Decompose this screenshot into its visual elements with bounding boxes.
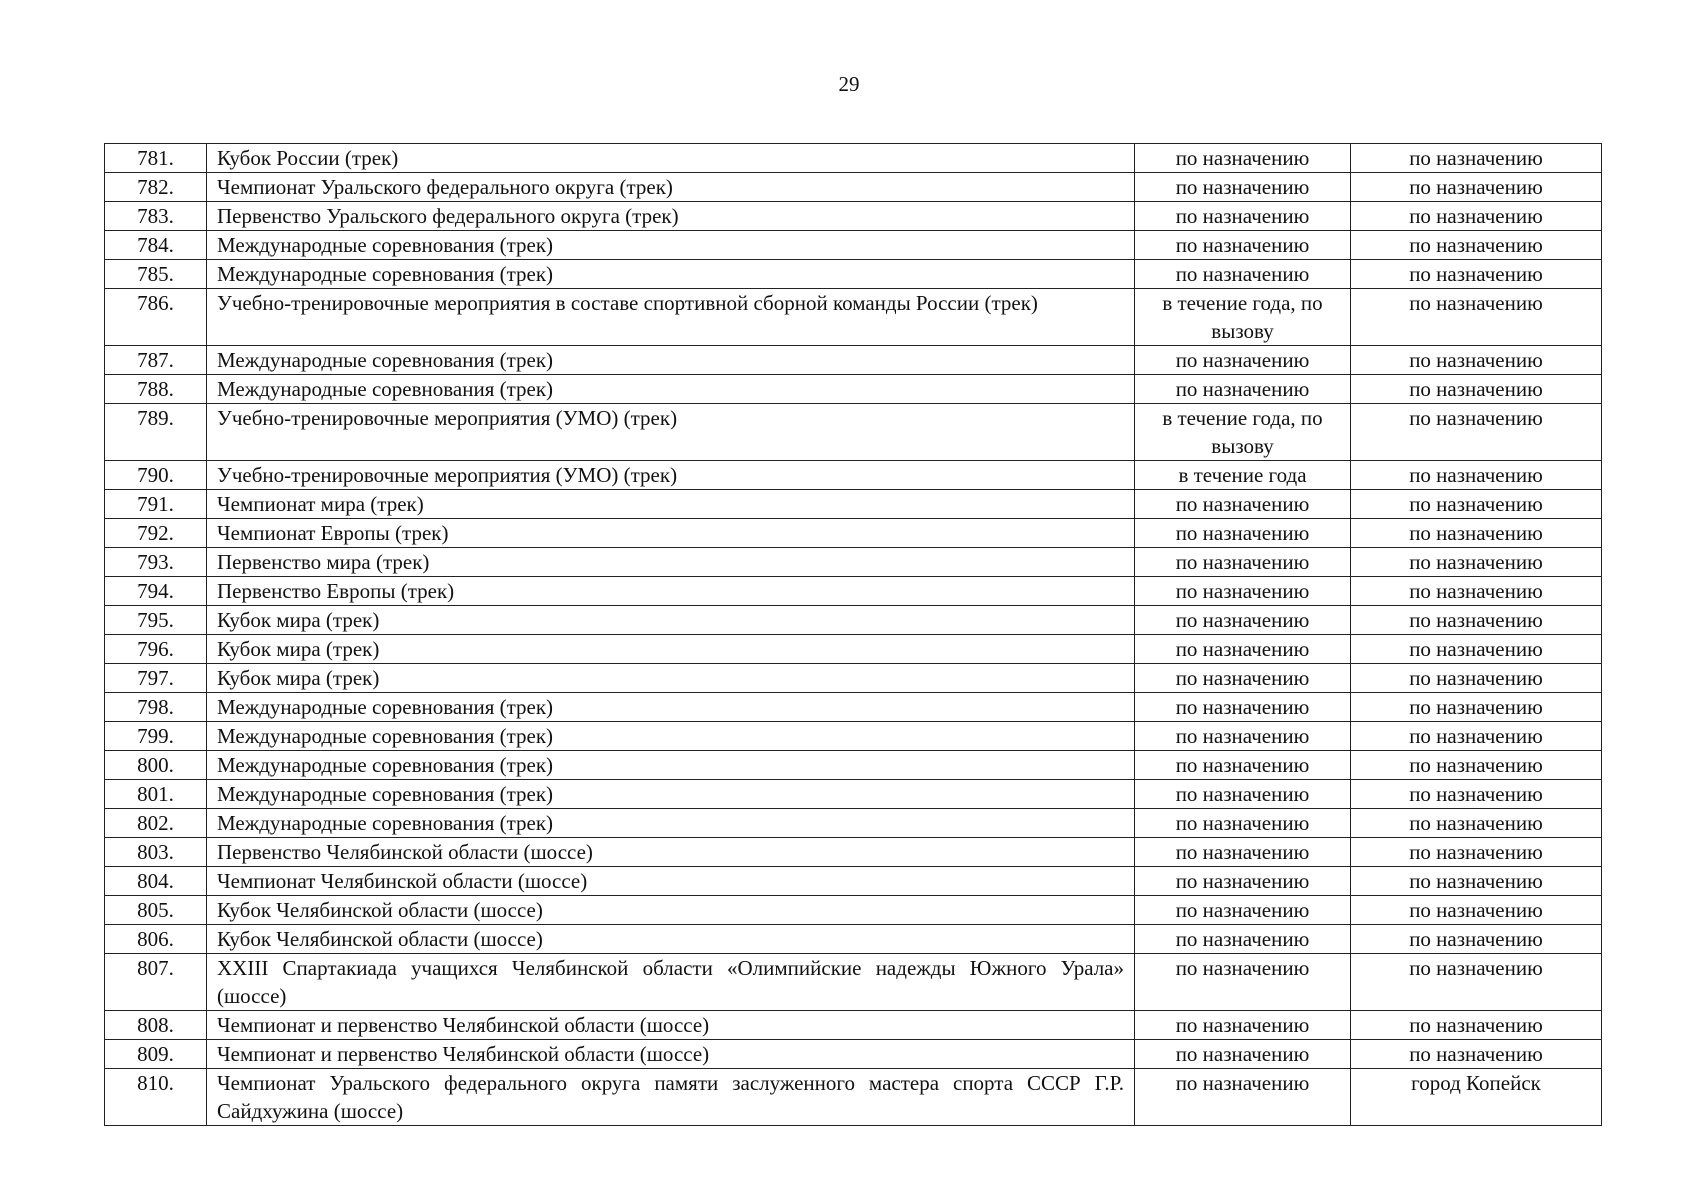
row-number-cell: 782. bbox=[105, 173, 207, 202]
events-table bbox=[104, 143, 1602, 1126]
event-name-cell: Международные соревнования (трек) bbox=[207, 260, 1135, 289]
row-number-cell: 794. bbox=[105, 577, 207, 606]
table-row bbox=[105, 375, 1602, 404]
event-date-cell: по назначению bbox=[1135, 490, 1351, 519]
event-date-cell: по назначению bbox=[1135, 693, 1351, 722]
row-number-cell: 788. bbox=[105, 375, 207, 404]
event-place-cell: по назначению bbox=[1351, 202, 1602, 231]
event-name-cell: Чемпионат и первенство Челябинской области (шоссе) bbox=[207, 1040, 1135, 1069]
event-place-cell: по назначению bbox=[1351, 780, 1602, 809]
event-name-cell: Первенство Европы (трек) bbox=[207, 577, 1135, 606]
event-date-cell: по назначению bbox=[1135, 1011, 1351, 1040]
event-date-cell: по назначению bbox=[1135, 838, 1351, 867]
row-number-cell: 791. bbox=[105, 490, 207, 519]
event-name-cell: Международные соревнования (трек) bbox=[207, 231, 1135, 260]
event-name-cell: Чемпионат Уральского федерального округа (трек) bbox=[207, 173, 1135, 202]
event-place-cell: по назначению bbox=[1351, 606, 1602, 635]
row-number-cell: 801. bbox=[105, 780, 207, 809]
event-place-cell: по назначению bbox=[1351, 693, 1602, 722]
event-name-cell: Кубок Челябинской области (шоссе) bbox=[207, 896, 1135, 925]
table-row bbox=[105, 780, 1602, 809]
event-name-cell: XXIII Спартакиада учащихся Челябинской области «Олимпийские надежды Южного Урала» (шоссе) bbox=[207, 954, 1135, 1011]
event-name-cell: Чемпионат и первенство Челябинской области (шоссе) bbox=[207, 1011, 1135, 1040]
table-row bbox=[105, 577, 1602, 606]
row-number-cell: 806. bbox=[105, 925, 207, 954]
table-row bbox=[105, 896, 1602, 925]
event-place-cell: по назначению bbox=[1351, 289, 1602, 346]
row-number-cell: 787. bbox=[105, 346, 207, 375]
table-row bbox=[105, 289, 1602, 346]
table-row bbox=[105, 548, 1602, 577]
table-row bbox=[105, 809, 1602, 838]
event-place-cell: по назначению bbox=[1351, 751, 1602, 780]
row-number-cell: 786. bbox=[105, 289, 207, 346]
event-name-cell: Кубок мира (трек) bbox=[207, 664, 1135, 693]
event-place-cell: по назначению bbox=[1351, 954, 1602, 1011]
row-number-cell: 799. bbox=[105, 722, 207, 751]
event-name-cell: Международные соревнования (трек) bbox=[207, 375, 1135, 404]
event-date-cell: по назначению bbox=[1135, 867, 1351, 896]
event-date-cell: в течение года, по вызову bbox=[1135, 289, 1351, 346]
event-date-cell: по назначению bbox=[1135, 1040, 1351, 1069]
table-row bbox=[105, 519, 1602, 548]
event-date-cell: по назначению bbox=[1135, 809, 1351, 838]
event-date-cell: по назначению bbox=[1135, 635, 1351, 664]
table-row bbox=[105, 722, 1602, 751]
event-date-cell: по назначению bbox=[1135, 375, 1351, 404]
table-row bbox=[105, 635, 1602, 664]
row-number-cell: 795. bbox=[105, 606, 207, 635]
row-number-cell: 781. bbox=[105, 144, 207, 173]
event-date-cell: по назначению bbox=[1135, 173, 1351, 202]
event-name-cell: Учебно-тренировочные мероприятия (УМО) (трек) bbox=[207, 461, 1135, 490]
event-date-cell: в течение года, по вызову bbox=[1135, 404, 1351, 461]
event-date-cell: по назначению bbox=[1135, 751, 1351, 780]
table-row bbox=[105, 346, 1602, 375]
event-place-cell: по назначению bbox=[1351, 490, 1602, 519]
event-place-cell: по назначению bbox=[1351, 144, 1602, 173]
event-date-cell: по назначению bbox=[1135, 780, 1351, 809]
event-place-cell: по назначению bbox=[1351, 346, 1602, 375]
event-name-cell: Международные соревнования (трек) bbox=[207, 693, 1135, 722]
event-place-cell: по назначению bbox=[1351, 925, 1602, 954]
row-number-cell: 802. bbox=[105, 809, 207, 838]
event-place-cell: по назначению bbox=[1351, 635, 1602, 664]
row-number-cell: 810. bbox=[105, 1069, 207, 1126]
events-table-body bbox=[105, 144, 1602, 1126]
table-row bbox=[105, 260, 1602, 289]
row-number-cell: 783. bbox=[105, 202, 207, 231]
table-row bbox=[105, 490, 1602, 519]
event-place-cell: по назначению bbox=[1351, 722, 1602, 751]
row-number-cell: 807. bbox=[105, 954, 207, 1011]
table-row bbox=[105, 144, 1602, 173]
event-date-cell: по назначению bbox=[1135, 548, 1351, 577]
event-date-cell: по назначению bbox=[1135, 954, 1351, 1011]
table-row bbox=[105, 954, 1602, 1011]
row-number-cell: 809. bbox=[105, 1040, 207, 1069]
event-name-cell: Международные соревнования (трек) bbox=[207, 780, 1135, 809]
table-row bbox=[105, 751, 1602, 780]
table-row bbox=[105, 867, 1602, 896]
event-name-cell: Учебно-тренировочные мероприятия в составе спортивной сборной команды России (трек) bbox=[207, 289, 1135, 346]
event-date-cell: по назначению bbox=[1135, 260, 1351, 289]
table-row bbox=[105, 1069, 1602, 1126]
row-number-cell: 784. bbox=[105, 231, 207, 260]
event-name-cell: Международные соревнования (трек) bbox=[207, 751, 1135, 780]
event-place-cell: по назначению bbox=[1351, 173, 1602, 202]
event-date-cell: по назначению bbox=[1135, 144, 1351, 173]
event-date-cell: по назначению bbox=[1135, 577, 1351, 606]
table-row bbox=[105, 231, 1602, 260]
event-name-cell: Международные соревнования (трек) bbox=[207, 722, 1135, 751]
event-date-cell: по назначению bbox=[1135, 925, 1351, 954]
event-date-cell: по назначению bbox=[1135, 1069, 1351, 1126]
row-number-cell: 785. bbox=[105, 260, 207, 289]
event-place-cell: по назначению bbox=[1351, 375, 1602, 404]
row-number-cell: 800. bbox=[105, 751, 207, 780]
event-date-cell: в течение года bbox=[1135, 461, 1351, 490]
event-name-cell: Первенство мира (трек) bbox=[207, 548, 1135, 577]
table-row bbox=[105, 404, 1602, 461]
event-name-cell: Кубок Челябинской области (шоссе) bbox=[207, 925, 1135, 954]
event-place-cell: по назначению bbox=[1351, 1040, 1602, 1069]
event-place-cell: по назначению bbox=[1351, 260, 1602, 289]
event-name-cell: Учебно-тренировочные мероприятия (УМО) (трек) bbox=[207, 404, 1135, 461]
row-number-cell: 790. bbox=[105, 461, 207, 490]
table-row bbox=[105, 838, 1602, 867]
row-number-cell: 792. bbox=[105, 519, 207, 548]
event-place-cell: по назначению bbox=[1351, 664, 1602, 693]
event-place-cell: по назначению bbox=[1351, 1011, 1602, 1040]
table-row bbox=[105, 693, 1602, 722]
table-row bbox=[105, 664, 1602, 693]
row-number-cell: 793. bbox=[105, 548, 207, 577]
row-number-cell: 798. bbox=[105, 693, 207, 722]
event-name-cell: Международные соревнования (трек) bbox=[207, 809, 1135, 838]
row-number-cell: 797. bbox=[105, 664, 207, 693]
table-row bbox=[105, 925, 1602, 954]
event-name-cell: Чемпионат мира (трек) bbox=[207, 490, 1135, 519]
event-date-cell: по назначению bbox=[1135, 519, 1351, 548]
row-number-cell: 805. bbox=[105, 896, 207, 925]
event-place-cell: по назначению bbox=[1351, 809, 1602, 838]
event-name-cell: Первенство Уральского федерального округа (трек) bbox=[207, 202, 1135, 231]
event-name-cell: Чемпионат Европы (трек) bbox=[207, 519, 1135, 548]
event-place-cell: по назначению bbox=[1351, 577, 1602, 606]
event-date-cell: по назначению bbox=[1135, 664, 1351, 693]
event-date-cell: по назначению bbox=[1135, 722, 1351, 751]
event-place-cell: по назначению bbox=[1351, 896, 1602, 925]
event-name-cell: Международные соревнования (трек) bbox=[207, 346, 1135, 375]
event-place-cell: город Копейск bbox=[1351, 1069, 1602, 1126]
event-name-cell: Первенство Челябинской области (шоссе) bbox=[207, 838, 1135, 867]
table-row bbox=[105, 606, 1602, 635]
event-name-cell: Кубок мира (трек) bbox=[207, 635, 1135, 664]
event-place-cell: по назначению bbox=[1351, 231, 1602, 260]
event-date-cell: по назначению bbox=[1135, 346, 1351, 375]
event-place-cell: по назначению bbox=[1351, 461, 1602, 490]
event-name-cell: Чемпионат Челябинской области (шоссе) bbox=[207, 867, 1135, 896]
table-row bbox=[105, 202, 1602, 231]
row-number-cell: 789. bbox=[105, 404, 207, 461]
event-name-cell: Кубок России (трек) bbox=[207, 144, 1135, 173]
event-date-cell: по назначению bbox=[1135, 896, 1351, 925]
event-place-cell: по назначению bbox=[1351, 519, 1602, 548]
table-row bbox=[105, 461, 1602, 490]
table-row bbox=[105, 1011, 1602, 1040]
event-date-cell: по назначению bbox=[1135, 202, 1351, 231]
table-row bbox=[105, 1040, 1602, 1069]
event-place-cell: по назначению bbox=[1351, 404, 1602, 461]
event-place-cell: по назначению bbox=[1351, 548, 1602, 577]
table-row bbox=[105, 173, 1602, 202]
event-place-cell: по назначению bbox=[1351, 867, 1602, 896]
event-date-cell: по назначению bbox=[1135, 606, 1351, 635]
page-number: 29 bbox=[838, 72, 860, 96]
event-name-cell: Чемпионат Уральского федерального округа памяти заслуженного мастера спорта СССР Г.Р. Сайдхужина (шоссе) bbox=[207, 1069, 1135, 1126]
row-number-cell: 804. bbox=[105, 867, 207, 896]
event-name-cell: Кубок мира (трек) bbox=[207, 606, 1135, 635]
event-place-cell: по назначению bbox=[1351, 838, 1602, 867]
event-date-cell: по назначению bbox=[1135, 231, 1351, 260]
row-number-cell: 796. bbox=[105, 635, 207, 664]
row-number-cell: 808. bbox=[105, 1011, 207, 1040]
row-number-cell: 803. bbox=[105, 838, 207, 867]
